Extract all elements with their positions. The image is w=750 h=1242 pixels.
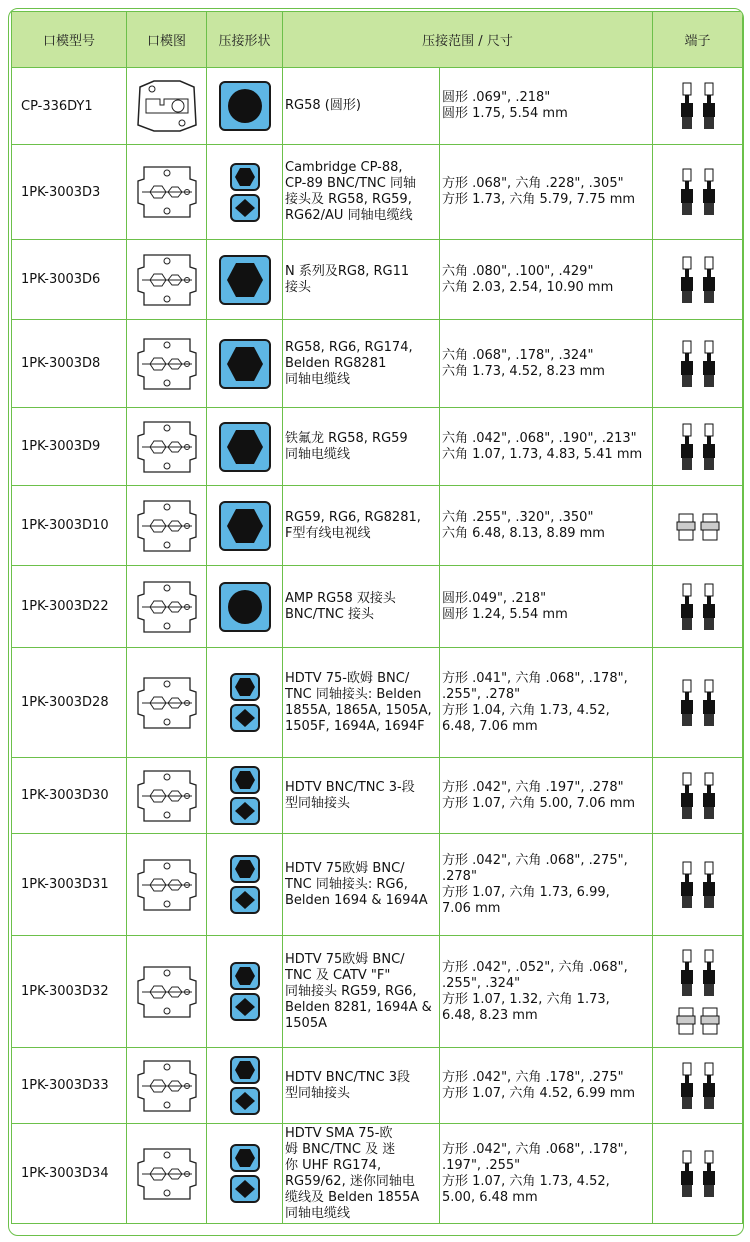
description-line: RG58, RG6, RG174, bbox=[285, 339, 413, 355]
model-number: 1PK-3003D31 bbox=[12, 834, 127, 936]
description-line: TNC 及 CATV "F" bbox=[285, 967, 391, 983]
f-connector-icon bbox=[675, 1004, 721, 1036]
description-line: 1855A, 1865A, 1505A, bbox=[285, 702, 432, 718]
f-connector-icon bbox=[675, 510, 721, 542]
die-image bbox=[127, 486, 207, 566]
range-line: 六角 6.48, 8.13, 8.89 mm bbox=[442, 525, 605, 541]
description-line: Belden RG8281 bbox=[285, 355, 387, 371]
description-line: HDTV 75欧姆 BNC/ bbox=[285, 951, 405, 967]
header-model: 口模型号 bbox=[12, 12, 127, 68]
table-row bbox=[12, 566, 743, 648]
bnc-connector-icon bbox=[675, 678, 721, 728]
table-row bbox=[12, 68, 743, 145]
model-number: 1PK-3003D10 bbox=[12, 486, 127, 566]
description-line: HDTV BNC/TNC 3段 bbox=[285, 1069, 410, 1085]
description-line: 同轴电缆线 bbox=[285, 446, 351, 462]
diamond-crimp-shape bbox=[230, 194, 260, 222]
description-line: 型同轴接头 bbox=[285, 1085, 351, 1101]
range-line: 六角 1.07, 1.73, 4.83, 5.41 mm bbox=[442, 446, 643, 462]
die-image bbox=[127, 145, 207, 240]
hex-crimp-shape bbox=[219, 501, 271, 551]
die-image bbox=[127, 566, 207, 648]
crimp-shape-cell bbox=[207, 566, 283, 648]
range-line: 方形 .042", .052", 六角 .068", bbox=[442, 959, 628, 975]
crimp-shape-cell bbox=[207, 834, 283, 936]
hex-crimp-shape bbox=[230, 855, 260, 883]
crimp-range bbox=[440, 1124, 653, 1224]
table-row bbox=[12, 758, 743, 834]
description-line: RG59/62, 迷你同轴电 bbox=[285, 1173, 415, 1189]
terminal-image bbox=[653, 145, 743, 240]
description-line: 你 UHF RG174, bbox=[285, 1157, 382, 1173]
bnc-connector-icon bbox=[675, 339, 721, 389]
description-line: 接头及 RG58, RG59, bbox=[285, 192, 412, 207]
description-line: 1505A bbox=[285, 1015, 327, 1031]
terminal-image bbox=[653, 240, 743, 320]
model-number: 1PK-3003D3 bbox=[12, 145, 127, 240]
die-image bbox=[127, 936, 207, 1048]
description-line: 1505F, 1694A, 1694F bbox=[285, 718, 425, 734]
range-line: 六角 .042", .068", .190", .213" bbox=[442, 430, 637, 446]
application-description bbox=[283, 1124, 440, 1224]
range-line: 方形 .042", 六角 .068", .178", bbox=[442, 1141, 628, 1157]
model-number: 1PK-3003D22 bbox=[12, 566, 127, 648]
range-line: 6.48, 7.06 mm bbox=[442, 718, 538, 734]
crimp-shape-cell bbox=[207, 486, 283, 566]
crimp-range bbox=[440, 320, 653, 408]
hex-crimp-shape bbox=[230, 962, 260, 990]
application-description bbox=[283, 486, 440, 566]
terminal-image bbox=[653, 758, 743, 834]
die-image bbox=[127, 320, 207, 408]
model-number: 1PK-3003D32 bbox=[12, 936, 127, 1048]
round-crimp-shape bbox=[219, 81, 271, 131]
crimp-range bbox=[440, 145, 653, 240]
diamond-crimp-shape bbox=[230, 1087, 260, 1115]
model-number: 1PK-3003D6 bbox=[12, 240, 127, 320]
table-row bbox=[12, 936, 743, 1048]
diamond-crimp-shape bbox=[230, 704, 260, 732]
table-header-row bbox=[12, 12, 743, 68]
description-line: HDTV SMA 75-欧 bbox=[285, 1125, 393, 1141]
crimp-range bbox=[440, 486, 653, 566]
model-number: 1PK-3003D30 bbox=[12, 758, 127, 834]
bnc-connector-icon bbox=[675, 1061, 721, 1111]
crimp-range bbox=[440, 834, 653, 936]
crimp-die-table bbox=[11, 11, 743, 1224]
description-line: CP-89 BNC/TNC 同轴 bbox=[285, 176, 416, 191]
die-image bbox=[127, 758, 207, 834]
die-image bbox=[127, 834, 207, 936]
description-line: 同轴接头 RG59, RG6, bbox=[285, 983, 417, 999]
crimp-range bbox=[440, 1048, 653, 1124]
range-line: 六角 .080", .100", .429" bbox=[442, 263, 594, 279]
crimp-shape-cell bbox=[207, 320, 283, 408]
table-row bbox=[12, 648, 743, 758]
range-line: 六角 1.73, 4.52, 8.23 mm bbox=[442, 363, 605, 379]
terminal-image bbox=[653, 408, 743, 486]
application-description bbox=[283, 834, 440, 936]
table-row bbox=[12, 486, 743, 566]
description-line: Belden 8281, 1694A & bbox=[285, 999, 432, 1015]
description-line: N 系列及RG8, RG11 bbox=[285, 263, 410, 279]
description-line: 型同轴接头 bbox=[285, 795, 351, 811]
table-row bbox=[12, 834, 743, 936]
terminal-image bbox=[653, 648, 743, 758]
header-crimp-range: 压接范围 / 尺寸 bbox=[283, 12, 653, 68]
description-line: AMP RG58 双接头 bbox=[285, 590, 396, 606]
range-line: 方形 1.04, 六角 1.73, 4.52, bbox=[442, 702, 610, 718]
hex-crimp-shape bbox=[219, 339, 271, 389]
model-number: 1PK-3003D28 bbox=[12, 648, 127, 758]
description-line: RG59, RG6, RG8281, bbox=[285, 509, 421, 525]
table-row bbox=[12, 408, 743, 486]
die-image bbox=[127, 240, 207, 320]
application-description bbox=[283, 240, 440, 320]
bnc-connector-icon bbox=[675, 1149, 721, 1199]
range-line: 圆形 1.75, 5.54 mm bbox=[442, 106, 568, 121]
bnc-connector-icon bbox=[675, 582, 721, 632]
hex-crimp-shape bbox=[219, 255, 271, 305]
range-line: .255", .324" bbox=[442, 975, 521, 991]
range-line: 6.48, 8.23 mm bbox=[442, 1007, 538, 1023]
bnc-connector-icon bbox=[675, 81, 721, 131]
die-image bbox=[127, 1124, 207, 1224]
crimp-shape-cell bbox=[207, 240, 283, 320]
die-image bbox=[127, 68, 207, 145]
range-line: .255", .278" bbox=[442, 686, 521, 702]
crimp-range bbox=[440, 566, 653, 648]
hex-crimp-shape bbox=[230, 1144, 260, 1172]
hex-crimp-shape bbox=[230, 766, 260, 794]
hex-crimp-shape bbox=[219, 422, 271, 472]
application-description bbox=[283, 68, 440, 145]
hex-crimp-shape bbox=[230, 673, 260, 701]
range-line: 5.00, 6.48 mm bbox=[442, 1189, 538, 1205]
application-description bbox=[283, 648, 440, 758]
range-line: 方形 1.07, 六角 5.00, 7.06 mm bbox=[442, 795, 636, 811]
terminal-image bbox=[653, 486, 743, 566]
round-crimp-shape bbox=[219, 582, 271, 632]
bnc-connector-icon bbox=[675, 860, 721, 910]
bnc-connector-icon bbox=[675, 948, 721, 998]
terminal-image bbox=[653, 320, 743, 408]
application-description bbox=[283, 566, 440, 648]
die-image bbox=[127, 648, 207, 758]
crimp-shape-cell bbox=[207, 648, 283, 758]
description-line: HDTV 75欧姆 BNC/ bbox=[285, 860, 405, 876]
range-line: 方形 .041", 六角 .068", .178", bbox=[442, 670, 628, 686]
table-row bbox=[12, 145, 743, 240]
range-line: 圆形 .069", .218" bbox=[442, 90, 551, 105]
terminal-image bbox=[653, 68, 743, 145]
crimp-range bbox=[440, 648, 653, 758]
hex-crimp-shape bbox=[230, 1056, 260, 1084]
model-number: 1PK-3003D9 bbox=[12, 408, 127, 486]
diamond-crimp-shape bbox=[230, 886, 260, 914]
range-line: 方形 1.07, 六角 1.73, 6.99, bbox=[442, 884, 610, 900]
table-row bbox=[12, 240, 743, 320]
description-line: BNC/TNC 接头 bbox=[285, 606, 374, 622]
application-description bbox=[283, 145, 440, 240]
bnc-connector-icon bbox=[675, 255, 721, 305]
crimp-shape-cell bbox=[207, 68, 283, 145]
terminal-image bbox=[653, 936, 743, 1048]
range-line: 方形 .042", 六角 .197", .278" bbox=[442, 779, 624, 795]
diamond-crimp-shape bbox=[230, 1175, 260, 1203]
range-line: 方形 .042", 六角 .068", .275", bbox=[442, 852, 628, 868]
model-number: 1PK-3003D34 bbox=[12, 1124, 127, 1224]
crimp-range bbox=[440, 936, 653, 1048]
table-row bbox=[12, 1124, 743, 1224]
description-line: RG58 (圆形) bbox=[285, 98, 361, 113]
table-row bbox=[12, 320, 743, 408]
range-line: 方形 1.07, 六角 4.52, 6.99 mm bbox=[442, 1085, 636, 1101]
model-number: 1PK-3003D33 bbox=[12, 1048, 127, 1124]
crimp-shape-cell bbox=[207, 1124, 283, 1224]
crimp-range bbox=[440, 408, 653, 486]
diamond-crimp-shape bbox=[230, 797, 260, 825]
die-image bbox=[127, 1048, 207, 1124]
crimp-range bbox=[440, 758, 653, 834]
range-line: 方形 1.73, 六角 5.79, 7.75 mm bbox=[442, 192, 636, 207]
description-line: 同轴电缆线 bbox=[285, 1205, 351, 1221]
description-line: F型有线电视线 bbox=[285, 525, 371, 541]
description-line: 同轴电缆线 bbox=[285, 371, 351, 387]
range-line: 圆形.049", .218" bbox=[442, 590, 547, 606]
application-description bbox=[283, 320, 440, 408]
crimp-shape-cell bbox=[207, 1048, 283, 1124]
application-description bbox=[283, 936, 440, 1048]
header-die-image: 口模图 bbox=[127, 12, 207, 68]
range-line: 六角 .255", .320", .350" bbox=[442, 509, 594, 525]
crimp-shape-cell bbox=[207, 408, 283, 486]
range-line: 方形 .068", 六角 .228", .305" bbox=[442, 176, 624, 191]
diamond-crimp-shape bbox=[230, 993, 260, 1021]
crimp-shape-cell bbox=[207, 145, 283, 240]
crimp-range bbox=[440, 240, 653, 320]
header-crimp-shape: 压接形状 bbox=[207, 12, 283, 68]
range-line: 六角 2.03, 2.54, 10.90 mm bbox=[442, 279, 614, 295]
crimp-range bbox=[440, 68, 653, 145]
range-line: 方形 .042", 六角 .178", .275" bbox=[442, 1069, 624, 1085]
bnc-connector-icon bbox=[675, 167, 721, 217]
range-line: 方形 1.07, 六角 1.73, 4.52, bbox=[442, 1173, 610, 1189]
terminal-image bbox=[653, 566, 743, 648]
description-line: 姆 BNC/TNC 及 迷 bbox=[285, 1141, 396, 1157]
terminal-image bbox=[653, 834, 743, 936]
description-line: Belden 1694 & 1694A bbox=[285, 892, 428, 908]
description-line: 铁氟龙 RG58, RG59 bbox=[285, 430, 408, 446]
spec-table-frame bbox=[8, 8, 744, 1236]
range-line: 7.06 mm bbox=[442, 900, 501, 916]
range-line: 方形 1.07, 1.32, 六角 1.73, bbox=[442, 991, 610, 1007]
application-description bbox=[283, 408, 440, 486]
crimp-shape-cell bbox=[207, 936, 283, 1048]
range-line: 六角 .068", .178", .324" bbox=[442, 347, 594, 363]
description-line: 接头 bbox=[285, 279, 312, 295]
range-line: .197", .255" bbox=[442, 1157, 521, 1173]
header-terminal: 端子 bbox=[653, 12, 743, 68]
die-image bbox=[127, 408, 207, 486]
description-line: HDTV BNC/TNC 3-段 bbox=[285, 779, 415, 795]
application-description bbox=[283, 758, 440, 834]
description-line: RG62/AU 同轴电缆线 bbox=[285, 208, 413, 223]
description-line: Cambridge CP-88, bbox=[285, 160, 403, 175]
range-line: 圆形 1.24, 5.54 mm bbox=[442, 606, 568, 622]
application-description bbox=[283, 1048, 440, 1124]
description-line: TNC 同轴接头: RG6, bbox=[285, 876, 408, 892]
description-line: 缆线及 Belden 1855A bbox=[285, 1189, 420, 1205]
description-line: HDTV 75-欧姆 BNC/ bbox=[285, 670, 410, 686]
table-row bbox=[12, 1048, 743, 1124]
bnc-connector-icon bbox=[675, 422, 721, 472]
hex-crimp-shape bbox=[230, 163, 260, 191]
range-line: .278" bbox=[442, 868, 477, 884]
terminal-image bbox=[653, 1124, 743, 1224]
crimp-shape-cell bbox=[207, 758, 283, 834]
bnc-connector-icon bbox=[675, 771, 721, 821]
model-number: 1PK-3003D8 bbox=[12, 320, 127, 408]
terminal-image bbox=[653, 1048, 743, 1124]
description-line: TNC 同轴接头: Belden bbox=[285, 686, 422, 702]
model-number: CP-336DY1 bbox=[12, 68, 127, 145]
